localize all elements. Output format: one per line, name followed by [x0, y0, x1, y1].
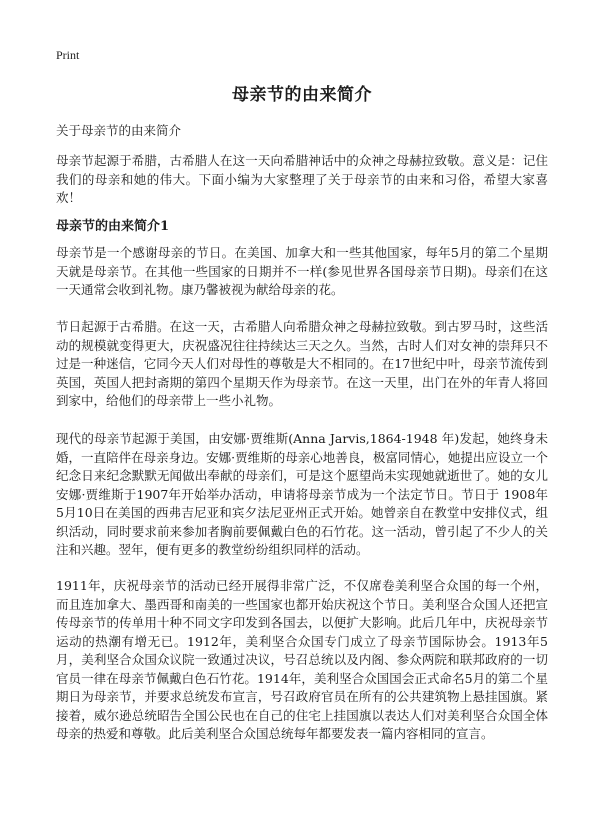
section-heading: 母亲节的由来简介1 [56, 219, 170, 234]
print-link[interactable]: Print [56, 48, 80, 62]
page-title: 母亲节的由来简介 [232, 85, 372, 105]
subtitle: 关于母亲节的由来简介 [56, 123, 182, 138]
body-paragraph-2: 节日起源于古希腊。在这一天，古希腊人向希腊众神之母赫拉致敬。到古罗马时，这些活动的规模就变得更大，庆祝盛况往往持续达三天之久。当然，古时人们对女神的崇拜只不过是一种迷信，它同今天人们对母性的尊敬是大不相同的。在17世纪中叶，母亲节流传到英国，英国人把封斋期的第四个星期天作为母亲节。在这一天里，出门在外的年青人将回到家中，给他们的母亲带上一些小礼物。 [56, 319, 548, 408]
intro-paragraph: 母亲节起源于希腊，古希腊人在这一天向希腊神话中的众神之母赫拉致敬。意义是：记住我们的母亲和她的伟大。下面小编为大家整理了关于母亲节的由来和习俗，希望大家喜欢！ [56, 153, 548, 205]
body-paragraph-3: 现代的母亲节起源于美国，由安娜·贾维斯(Anna Jarvis,1864-1948 年)发起，她终身未婚，一直陪伴在母亲身边。安娜·贾维斯的母亲心地善良，极富同情心，她提出应设立一个纪念日来纪念默默无闻做出奉献的母亲们，可是这个愿望尚未实现她就逝世了。她的女儿安娜·贾维斯于1907年开始举办活动，申请将母亲节成为一个法定节日。节日于 1908年5月10日在美国的西弗吉尼亚和宾夕法尼亚州正式开始。她曾亲自在教堂中安排仪式，组织活动，同时要求前来参加者胸前要佩戴白色的石竹花。这一活动，曾引起了不少人的关注和兴趣。翌年，便有更多的教堂纷纷组织同样的活动。 [56, 431, 548, 557]
body-paragraph-1: 母亲节是一个感谢母亲的节日。在美国、加拿大和一些其他国家，每年5月的第二个星期天就是母亲节。在其他一些国家的日期并不一样(参见世界各国母亲节日期)。母亲们在这一天通常会收到礼物。康乃馨被视为献给母亲的花。 [56, 245, 548, 297]
body-paragraph-4: 1911年，庆祝母亲节的活动已经开展得非常广泛，不仅席卷美利坚合众国的每一个州，而且连加拿大、墨西哥和南美的一些国家也都开始庆祝这个节日。美利坚合众国人还把宣传母亲节的传单用十种不同文字印发到各国去，以便扩大影响。此后几年中，庆祝母亲节运动的热潮有增无已。1912年，美利坚合众国专门成立了母亲节国际协会。1913年5月，美利坚合众国众议院一致通过决议，号召总统以及内阁、参众两院和联邦政府的一切官员一律在母亲节佩戴白色石竹花。1914年，美利坚合众国国会正式命名5月的第二个星期日为母亲节，并要求总统发布宣言，号召政府官员在所有的公共建筑物上悬挂国旗。紧接着，威尔逊总统昭告全国公民也在自己的住宅上挂国旗以表达人们对美利坚合众国全体母亲的热爱和尊敬。此后美利坚合众国总统每年都要发表一篇内容相同的宣言。 [56, 578, 548, 741]
